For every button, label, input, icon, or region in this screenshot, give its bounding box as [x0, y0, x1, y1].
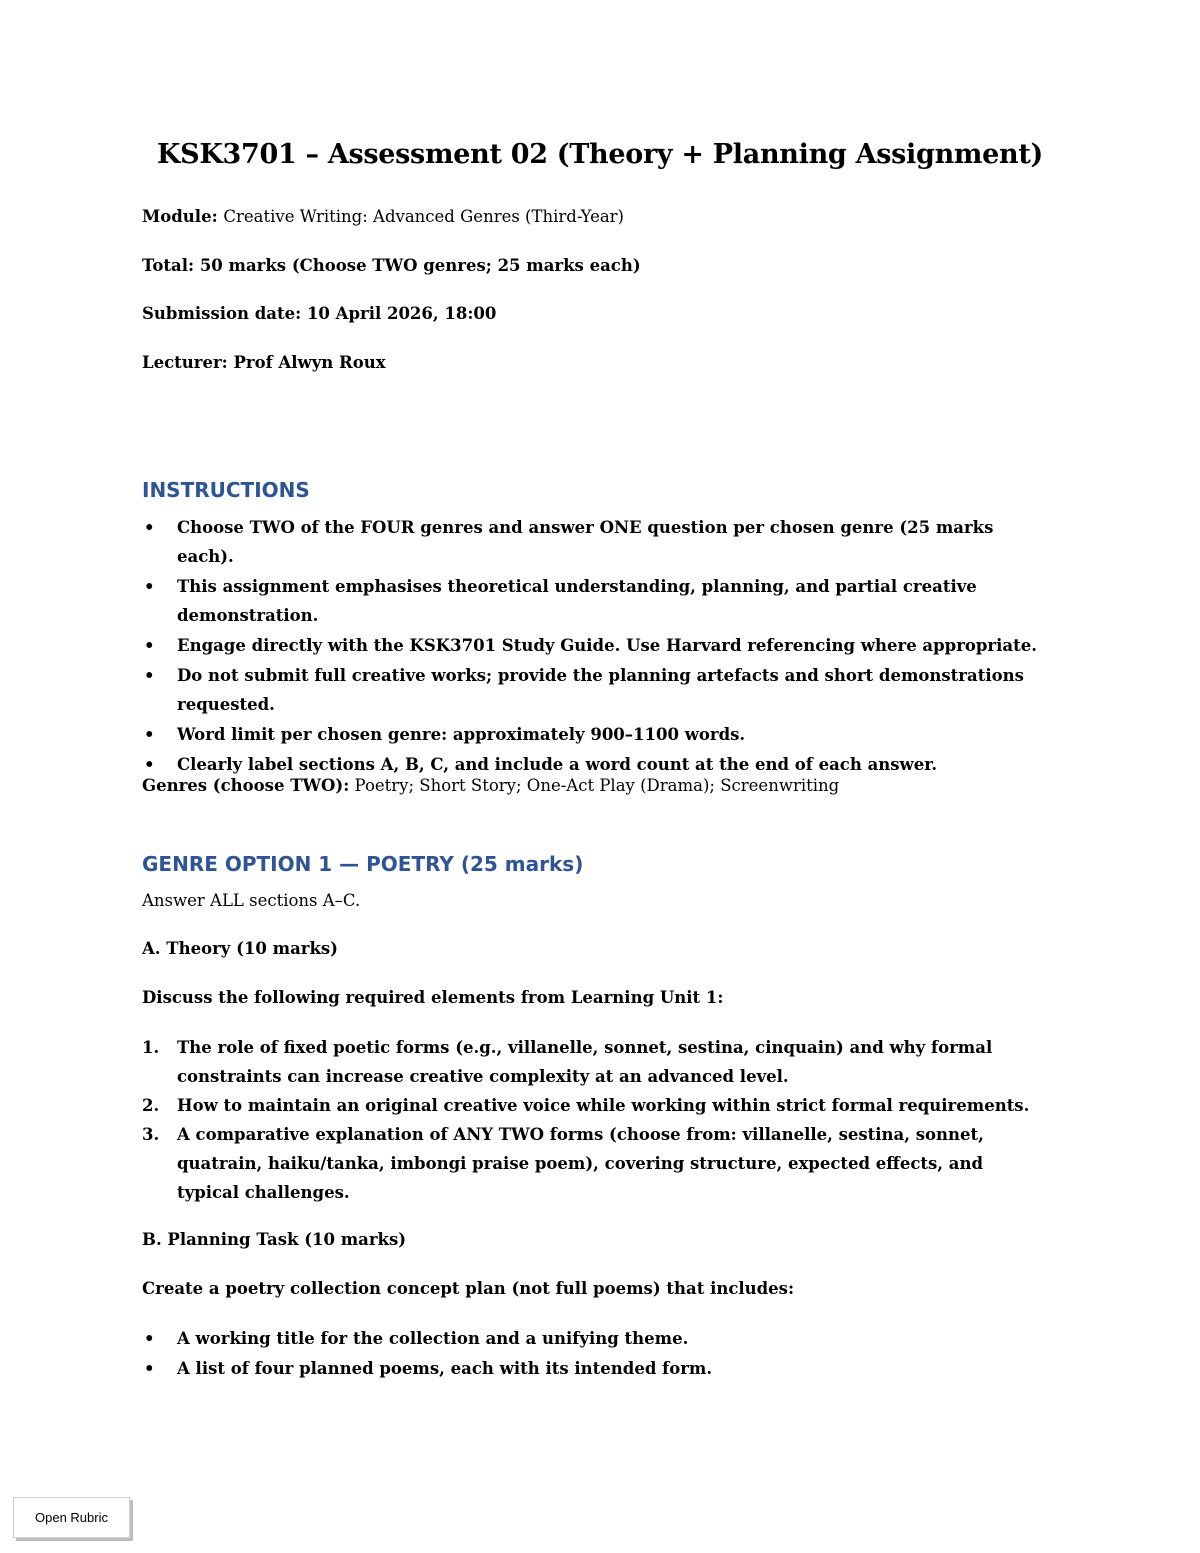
bullet-icon: • [144, 666, 155, 685]
bullet-icon: • [144, 518, 155, 537]
list-item-text: A comparative explanation of ANY TWO forms (choose from: villanelle, sestina, sonnet, quatrain, haiku/tanka, imbongi praise poem), covering structure, expected effects, and typical challenges. [177, 1125, 984, 1202]
bullet-icon: • [144, 577, 155, 596]
section-b-title: B. Planning Task (10 marks) [142, 1230, 407, 1249]
list-item: 3. A comparative explanation of ANY TWO forms (choose from: villanelle, sestina, sonnet, quatrain, haiku/tanka, imbongi praise poem), covering structure, expected effects, and typical challenges. [142, 1125, 984, 1202]
list-item-text: Word limit per chosen genre: approximately 900–1100 words. [177, 725, 746, 744]
open-rubric-button[interactable]: Open Rubric [13, 1497, 130, 1538]
section-b-list [142, 1324, 1042, 1384]
genres-line [142, 776, 1062, 796]
list-item [142, 1324, 1042, 1353]
genres-value: Poetry; Short Story; One-Act Play (Drama); Screenwriting [349, 776, 840, 795]
genre-option-1-heading: GENRE OPTION 1 — POETRY (25 marks) [142, 852, 584, 876]
list-item-text: Clearly label sections A, B, C, and include a word count at the end of each answer. [177, 755, 938, 774]
lecturer-value: Prof Alwyn Roux [233, 353, 386, 372]
list-item-text: A working title for the collection and a unifying theme. [177, 1329, 689, 1348]
list-item-text: This assignment emphasises theoretical understanding, planning, and partial creative demonstration. [177, 577, 977, 625]
section-a-list [142, 1033, 1047, 1207]
module-value: Creative Writing: Advanced Genres (Third-Year) [223, 207, 624, 226]
bullet-icon: • [144, 725, 155, 744]
list-item-text: Engage directly with the KSK3701 Study Guide. Use Harvard referencing where appropriate. [177, 636, 1037, 655]
list-item [142, 1354, 1042, 1383]
section-b-prompt: Create a poetry collection concept plan (not full poems) that includes: [142, 1279, 795, 1298]
section-a-title: A. Theory (10 marks) [142, 939, 338, 958]
list-item-text: A list of four planned poems, each with its intended form. [177, 1359, 713, 1378]
list-item [142, 720, 1042, 749]
instructions-heading: INSTRUCTIONS [142, 478, 310, 502]
list-item [142, 513, 1042, 571]
bullet-icon: • [144, 1359, 155, 1378]
document-title: KSK3701 – Assessment 02 (Theory + Planning Assignment) [156, 139, 1044, 170]
list-item-text: Do not submit full creative works; provide the planning artefacts and short demonstrations requested. [177, 666, 1024, 714]
bullet-icon: • [144, 636, 155, 655]
submission-date-label: Submission date: [142, 304, 307, 323]
list-item [142, 750, 1042, 779]
submission-date-line [142, 304, 496, 324]
genre-option-1-intro: Answer ALL sections A–C. [142, 891, 361, 910]
total-line [142, 256, 641, 276]
list-item: 2. How to maintain an original creative voice while working within strict formal requirements. [142, 1096, 1030, 1115]
genres-label: Genres (choose TWO): [142, 776, 350, 795]
bullet-icon: • [144, 1329, 155, 1348]
submission-date-value: 10 April 2026, 18:00 [306, 304, 497, 323]
module-label: Module: [142, 207, 224, 226]
total-value: 50 marks (Choose TWO genres; 25 marks each) [199, 256, 641, 275]
list-item: 1. The role of fixed poetic forms (e.g., villanelle, sonnet, sestina, cinquain) and why formal constraints can increase creative complexity at an advanced level. [142, 1038, 993, 1086]
lecturer-line [142, 353, 386, 373]
bullet-icon: • [144, 755, 155, 774]
lecturer-label: Lecturer: [142, 353, 234, 372]
list-item [142, 631, 1042, 660]
list-item-text: The role of fixed poetic forms (e.g., villanelle, sonnet, sestina, cinquain) and why formal constraints can increase creative complexity at an advanced level. [177, 1038, 993, 1086]
list-item [142, 661, 1042, 719]
section-a-prompt: Discuss the following required elements from Learning Unit 1: [142, 988, 724, 1007]
instructions-list [142, 513, 1042, 780]
total-label: Total: [142, 256, 200, 275]
list-item-text: Choose TWO of the FOUR genres and answer ONE question per chosen genre (25 marks each). [177, 518, 994, 566]
list-item [142, 572, 1042, 630]
list-item-text: How to maintain an original creative voice while working within strict formal requirements. [177, 1096, 1030, 1115]
module-line [142, 207, 624, 227]
